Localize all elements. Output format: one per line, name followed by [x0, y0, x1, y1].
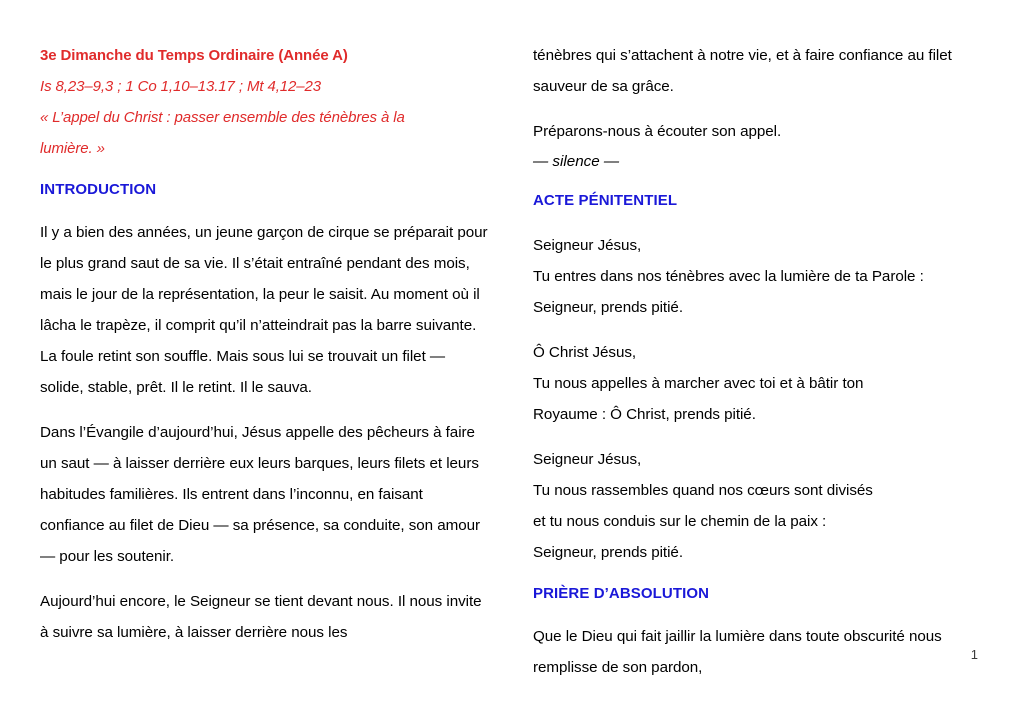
- scripture-references: Is 8,23–9,3 ; 1 Co 1,10–13.17 ; Mt 4,12–23: [40, 78, 322, 95]
- invocation-3-line-1: Seigneur Jésus,: [533, 451, 642, 468]
- section-heading-acte-penitentiel: ACTE PÉNITENTIEL: [533, 192, 678, 209]
- invocation-3-line-2: Tu nous rassembles quand nos cœurs sont divisés: [533, 482, 873, 499]
- invocation-1-line-1: Seigneur Jésus,: [533, 237, 642, 254]
- absolution-paragraph: Que le Dieu qui fait jaillir la lumière dans toute obscurité nous remplisse de son pardon,: [533, 628, 942, 676]
- page-number: 1: [970, 647, 978, 662]
- theme-quote-line-1: « L’appel du Christ : passer ensemble des ténèbres à la: [40, 109, 405, 126]
- invocation-2-line-3: Royaume : Ô Christ, prends pitié.: [533, 406, 756, 423]
- penitential-invocation-2: [533, 323, 983, 430]
- document-title: 3e Dimanche du Temps Ordinaire (Année A): [40, 47, 348, 64]
- prepare-to-listen-paragraph: Préparons-nous à écouter son appel.: [533, 123, 782, 140]
- silence-marker: — silence —: [533, 153, 620, 170]
- introduction-paragraph-1: Il y a bien des années, un jeune garçon de cirque se préparait pour le plus grand saut de sa vie. Il s’était entraîné pendant des mois, mais le jour de la représentation, la peur le saisit. Au moment où il lâcha le trapèze, il comprit qu’il n’atteindrait pas la barre suivante. La foule retint son souffle. Mais sous lui se trouvait un filet — solide, stable, prêt. Il le retint. Il le sauva.: [40, 224, 488, 396]
- two-column-layout: [40, 40, 984, 676]
- invocation-1-line-2: Tu entres dans nos ténèbres avec la lumière de ta Parole :: [533, 268, 924, 285]
- section-heading-priere-absolution: PRIÈRE D’ABSOLUTION: [533, 585, 710, 602]
- theme-quote-line-2: lumière. »: [40, 140, 105, 157]
- section-heading-introduction: INTRODUCTION: [40, 181, 157, 198]
- invocation-3-line-3: et tu nous conduis sur le chemin de la paix :: [533, 513, 827, 530]
- introduction-paragraph-3: Aujourd’hui encore, le Seigneur se tient devant nous. Il nous invite à suivre sa lumière, à laisser derrière nous les: [40, 593, 482, 641]
- left-column: [40, 40, 490, 648]
- penitential-invocation-1: [533, 216, 983, 323]
- introduction-paragraph-continuation: ténèbres qui s’attachent à notre vie, et à faire confiance au filet sauveur de sa grâce.: [533, 47, 952, 95]
- invocation-2-line-1: Ô Christ Jésus,: [533, 344, 637, 361]
- penitential-invocation-3: [533, 430, 983, 568]
- invocation-1-line-3: Seigneur, prends pitié.: [533, 299, 683, 316]
- introduction-paragraph-2: Dans l’Évangile d’aujourd’hui, Jésus appelle des pêcheurs à faire un saut — à laisser derrière eux leurs barques, leurs filets et leurs habitudes familières. Ils entrent dans l’inconnu, en faisant confiance au filet de Dieu — sa présence, sa conduite, son amour — pour les soutenir.: [40, 424, 481, 565]
- invocation-3-line-4: Seigneur, prends pitié.: [533, 544, 683, 561]
- right-column: [533, 40, 983, 683]
- invocation-2-line-2: Tu nous appelles à marcher avec toi et à bâtir ton: [533, 375, 864, 392]
